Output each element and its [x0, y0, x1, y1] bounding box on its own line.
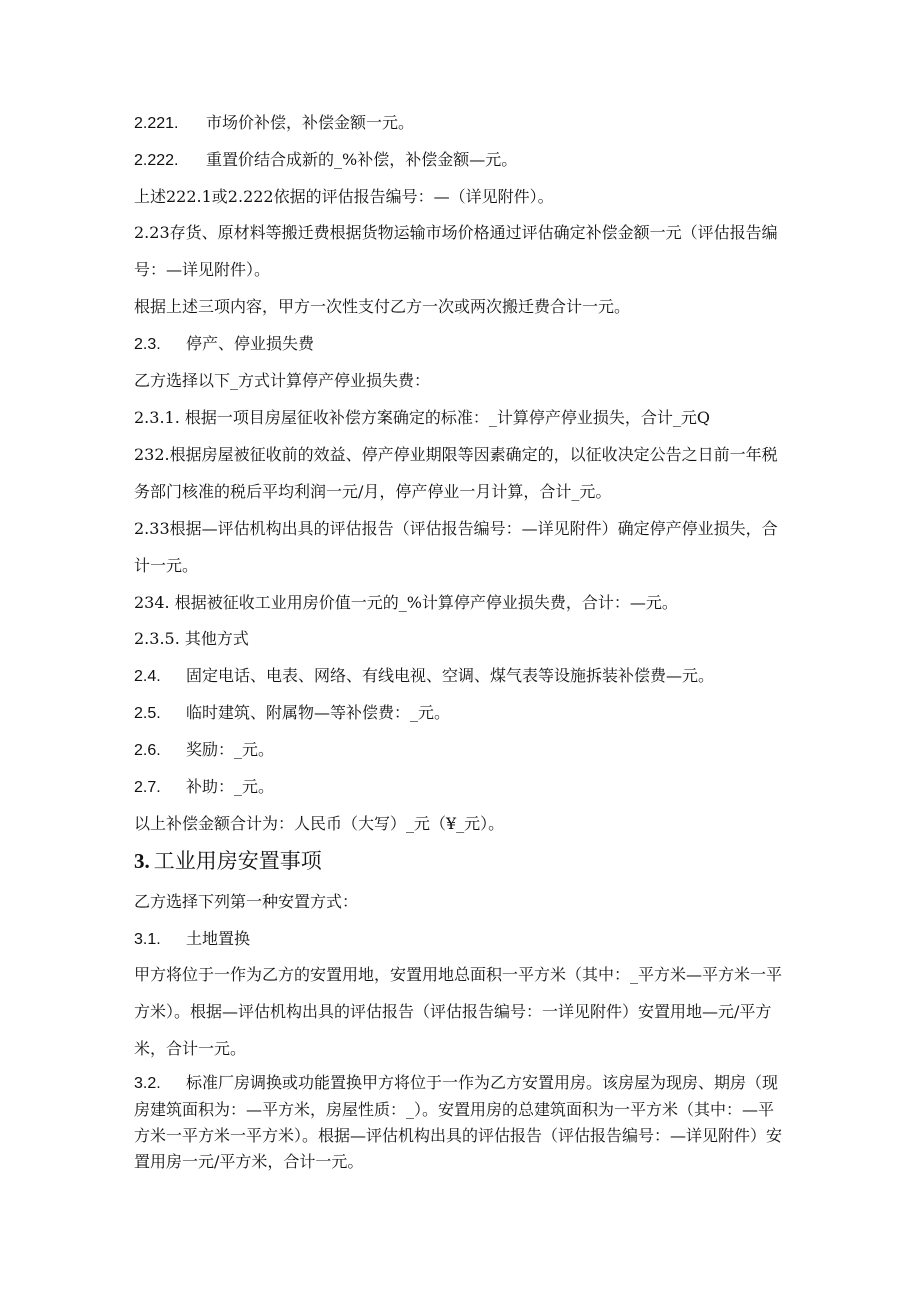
clause-2-3-2	[134, 436, 784, 510]
clause-2-3-3	[134, 510, 784, 584]
clause-number: 2.222.	[134, 152, 179, 169]
clause-text: 固定电话、电表、网络、有线电视、空调、煤气表等设施拆装补偿费—元。	[186, 666, 715, 685]
clause-text: 2.33根据—评估机构出具的评估报告（评估报告编号：—详见附件）确定停产停业损失，合计一元。	[134, 519, 778, 575]
clause-text: 标准厂房调换或功能置换甲方将位于一作为乙方安置用房。该房屋为现房、期房（现房建筑面积为：—平方米，房屋性质：_）。安置用房的总建筑面积为一平方米（其中：—平方米一平方米一平方米）。根据—评估机构出具的评估报告（评估报告编号：—详见附件）安置用房一元/平方米，合计一元。	[134, 1073, 783, 1171]
clause-number: 2.5.	[134, 705, 161, 722]
clause-text: 2.3.5. 其他方式	[134, 629, 249, 648]
clause-number: 2.4.	[134, 668, 161, 685]
section-number: 3.	[134, 849, 150, 873]
clause-text: 2.3.1. 根据一项目房屋征收补偿方案确定的标准：_计算停产停业损失，合计_元Q	[134, 408, 711, 427]
clause-number: 2.221.	[134, 115, 179, 132]
clause-text: 根据上述三项内容，甲方一次性支付乙方一次或两次搬迁费合计一元。	[134, 297, 631, 316]
clause-number: 3.2.	[134, 1075, 161, 1092]
clause-number: 2.7.	[134, 779, 161, 796]
clause-text: 重置价结合成新的_%补偿，补偿金额—元。	[206, 150, 518, 169]
clause-3-1-text	[134, 956, 784, 1067]
appraisal-report-line	[134, 178, 784, 215]
method-selection-line	[134, 362, 784, 399]
section-3-heading	[134, 844, 322, 878]
clause-text: 停产、停业损失费	[186, 334, 315, 353]
clause-text: 上述222.1或2.222依据的评估报告编号：—（详见附件）。	[134, 187, 554, 206]
clause-text: 以上补偿金额合计为：人民币（大写）_元（¥_元）。	[134, 814, 505, 833]
placement-intro	[134, 883, 784, 920]
clause-text: 乙方选择以下_方式计算停产停业损失费：	[134, 371, 431, 390]
clause-text: 临时建筑、附属物—等补偿费：_元。	[186, 703, 451, 722]
clause-2-23	[134, 214, 784, 288]
clause-2-3	[134, 325, 784, 363]
clause-2-6	[134, 731, 784, 769]
clause-text: 234. 根据被征收工业用房价值一元的_%计算停产停业损失费，合计：—元。	[134, 593, 678, 612]
clause-text: 乙方选择下列第一种安置方式：	[134, 892, 359, 911]
clause-text: 2.23存货、原材料等搬迁费根据货物运输市场价格通过评估确定补偿金额一元（评估报告编号：—详见附件）。	[134, 223, 778, 279]
clause-2-222	[134, 141, 784, 179]
clause-number: 3.1.	[134, 931, 161, 948]
clause-text: 补助：_元。	[186, 777, 275, 796]
clause-3-2	[134, 1070, 784, 1175]
clause-2-5	[134, 694, 784, 732]
clause-text: 奖励：_元。	[186, 740, 275, 759]
clause-3-1	[134, 920, 784, 958]
clause-number: 2.3.	[134, 336, 161, 353]
compensation-total-line	[134, 805, 784, 842]
clause-2-4	[134, 657, 784, 695]
section-title: 工业用房安置事项	[153, 849, 322, 873]
clause-text: 市场价补偿，补偿金额一元。	[206, 113, 415, 132]
clause-text: 232.根据房屋被征收前的效益、停产停业期限等因素确定的，以征收决定公告之日前一年税务部门核准的税后平均利润一元/月，停产停业一月计算，合计_元。	[134, 445, 778, 501]
clause-text: 土地置换	[186, 929, 251, 948]
clause-2-3-1	[134, 399, 784, 436]
clause-2-3-5	[134, 620, 784, 657]
clause-2-221	[134, 104, 784, 142]
relocation-total-line	[134, 288, 784, 325]
clause-number: 2.6.	[134, 742, 161, 759]
clause-2-7	[134, 768, 784, 806]
clause-text: 甲方将位于一作为乙方的安置用地，安置用地总面积一平方米（其中：_平方米—平方米一平方米）。根据—评估机构出具的评估报告（评估报告编号：一详见附件）安置用地—元/平方米，合计一元。	[134, 965, 783, 1058]
clause-2-3-4	[134, 584, 784, 621]
